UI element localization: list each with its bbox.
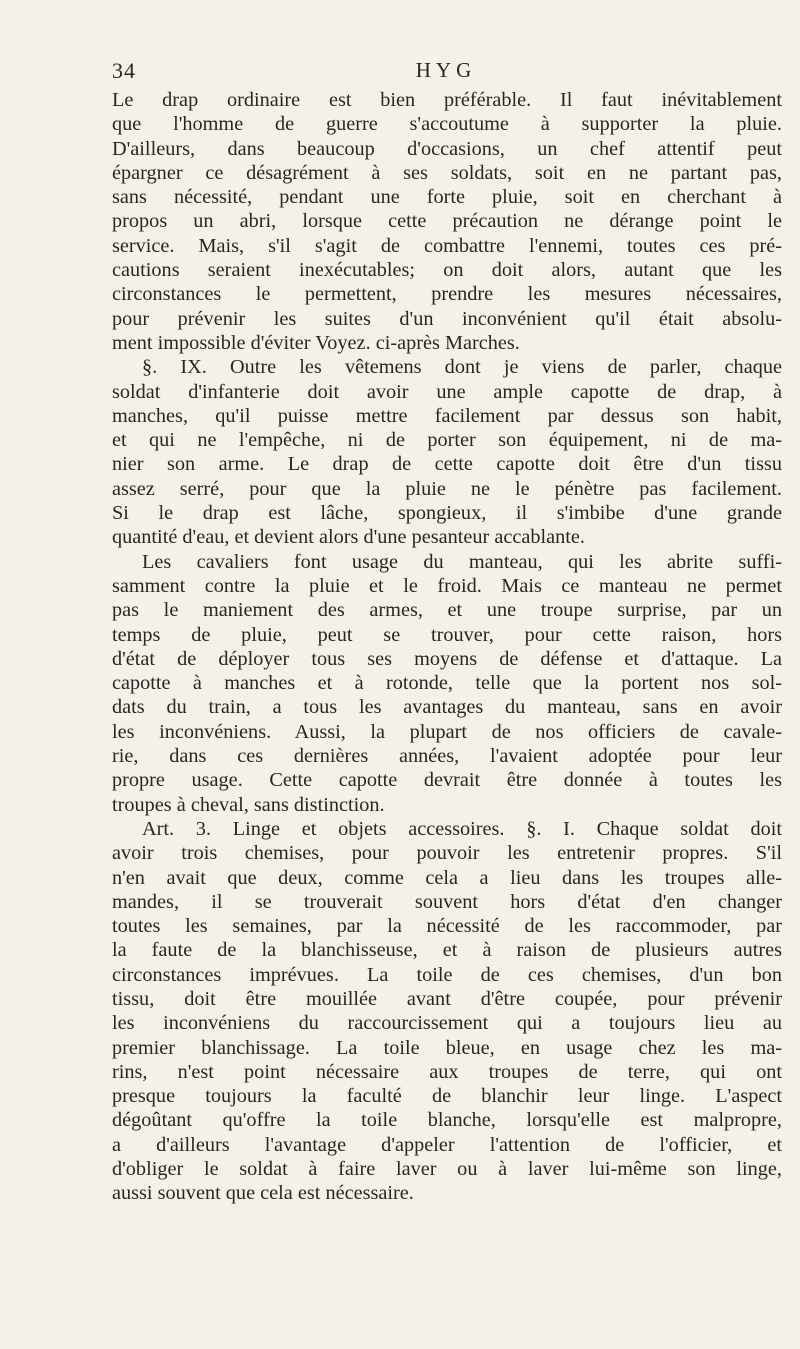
text-line	[112, 161, 782, 185]
text-line-content: Art. 3. Linge et objets accessoires. §. I. Chaque soldat doit	[142, 817, 782, 840]
text-line	[112, 234, 782, 258]
text-line-content: samment contre la pluie et le froid. Mais ce manteau ne permet	[112, 574, 782, 597]
text-line	[112, 914, 782, 938]
text-line-content: propos un abri, lorsque cette précaution ne dérange point le	[112, 210, 782, 233]
text-line	[112, 695, 782, 719]
text-line-content: rins, n'est point nécessaire aux troupes de terre, qui ont	[112, 1060, 782, 1083]
text-line-content: circonstances le permettent, prendre les mesures nécessaires,	[112, 283, 782, 306]
text-line	[112, 987, 782, 1011]
text-line-content: et qui ne l'empêche, ni de porter son équipement, ni de ma-	[112, 429, 782, 452]
text-line-content: troupes à cheval, sans distinction.	[112, 793, 385, 816]
text-line-content: soldat d'infanterie doit avoir une ample capotte de drap, à	[112, 380, 782, 403]
text-line-content: §. IX. Outre les vêtemens dont je viens de parler, chaque	[142, 356, 782, 379]
text-line	[112, 963, 782, 987]
text-line	[112, 550, 782, 574]
text-line	[112, 1036, 782, 1060]
text-line	[112, 380, 782, 404]
text-line-content: premier blanchissage. La toile bleue, en usage chez les ma-	[112, 1036, 782, 1059]
text-line-content: mandes, il se trouverait souvent hors d'état d'en changer	[112, 890, 782, 913]
text-line	[112, 525, 782, 549]
text-line	[112, 477, 782, 501]
text-line	[112, 866, 782, 890]
text-line	[112, 1181, 782, 1205]
text-line-content: les inconvéniens. Aussi, la plupart de nos officiers de cavale-	[112, 720, 782, 743]
text-line-content: a d'ailleurs l'avantage d'appeler l'attention de l'officier, et	[112, 1133, 782, 1156]
text-line	[112, 1060, 782, 1084]
text-line	[112, 331, 782, 355]
text-line-content: rie, dans ces dernières années, l'avaient adoptée pour leur	[112, 745, 782, 768]
text-line-content: avoir trois chemises, pour pouvoir les entretenir propres. S'il	[112, 842, 782, 865]
text-line-content: aussi souvent que cela est nécessaire.	[112, 1182, 414, 1205]
text-line-content: les inconvéniens du raccourcissement qui a toujours lieu au	[112, 1012, 782, 1035]
body-text	[112, 88, 782, 1206]
text-line	[112, 841, 782, 865]
text-line	[112, 501, 782, 525]
text-line-content: pas le maniement des armes, et une troupe surprise, par un	[112, 599, 782, 622]
page-number: 34	[112, 58, 136, 83]
text-line	[112, 355, 782, 379]
text-line-content: pour prévenir les suites d'un inconvénient qu'il était absolu-	[112, 307, 782, 330]
text-line	[112, 1157, 782, 1181]
text-line	[112, 793, 782, 817]
text-line-content: cautions seraient inexécutables; on doit alors, autant que les	[112, 259, 782, 282]
text-line	[112, 307, 782, 331]
text-line-content: tissu, doit être mouillée avant d'être coupée, pour prévenir	[112, 987, 782, 1010]
text-line-content: sans nécessité, pendant une forte pluie, soit en cherchant à	[112, 186, 782, 209]
text-line-content: capotte à manches et à rotonde, telle que la portent nos sol-	[112, 672, 782, 695]
text-line-content: manches, qu'il puisse mettre facilement par dessus son habit,	[112, 404, 782, 427]
text-line	[112, 817, 782, 841]
text-line	[112, 185, 782, 209]
text-line	[112, 88, 782, 112]
text-line	[112, 452, 782, 476]
running-title: HYG	[415, 58, 477, 82]
text-line-content: temps de pluie, peut se trouver, pour cette raison, hors	[112, 623, 782, 646]
text-line	[112, 1133, 782, 1157]
text-line	[112, 720, 782, 744]
text-line-content: Le drap ordinaire est bien préférable. Il faut inévitablement	[112, 89, 782, 111]
text-line	[112, 1011, 782, 1035]
text-line	[112, 647, 782, 671]
text-line	[112, 137, 782, 161]
text-line	[112, 1108, 782, 1132]
text-line-content: circonstances imprévues. La toile de ces chemises, d'un bon	[112, 963, 782, 986]
text-line	[112, 258, 782, 282]
text-line-content: n'en avait que deux, comme cela a lieu dans les troupes alle-	[112, 866, 782, 889]
text-line	[112, 1084, 782, 1108]
text-line-content: ment impossible d'éviter Voyez. ci-après Marches.	[112, 331, 520, 354]
text-line-content: D'ailleurs, dans beaucoup d'occasions, un chef attentif peut	[112, 137, 782, 160]
text-line	[112, 671, 782, 695]
text-line-content: d'obliger le soldat à faire laver ou à laver lui-même son linge,	[112, 1158, 782, 1181]
text-line	[112, 890, 782, 914]
text-line	[112, 623, 782, 647]
text-line	[112, 744, 782, 768]
text-line-content: toutes les semaines, par la nécessité de les raccommoder, par	[112, 915, 782, 938]
text-line-content: épargner ce désagrément à ses soldats, soit en ne partant pas,	[112, 161, 782, 184]
text-line-content: Si le drap est lâche, spongieux, il s'imbibe d'une grande	[112, 502, 782, 525]
page-header	[112, 58, 780, 88]
text-line-content: service. Mais, s'il s'agit de combattre l'ennemi, toutes ces pré-	[112, 234, 782, 257]
text-line-content: nier son arme. Le drap de cette capotte doit être d'un tissu	[112, 453, 782, 476]
text-line-content: quantité d'eau, et devient alors d'une pesanteur accablante.	[112, 526, 586, 549]
text-line	[112, 598, 782, 622]
text-line-content: presque toujours la faculté de blanchir leur linge. L'aspect	[112, 1085, 782, 1108]
text-line	[112, 768, 782, 792]
text-line-content: que l'homme de guerre s'accoutume à supporter la pluie.	[112, 113, 782, 136]
text-line	[112, 404, 782, 428]
text-line-content: dats du train, a tous les avantages du manteau, sans en avoir	[112, 696, 782, 719]
text-line-content: dégoûtant qu'offre la toile blanche, lorsqu'elle est malpropre,	[112, 1109, 782, 1132]
text-line	[112, 112, 782, 136]
text-line-content: assez serré, pour que la pluie ne le pénètre pas facilement.	[112, 477, 782, 500]
text-line-content: d'état de déployer tous ses moyens de défense et d'attaque. La	[112, 647, 782, 670]
text-line	[112, 428, 782, 452]
text-line-content: propre usage. Cette capotte devrait être donnée à toutes les	[112, 769, 782, 792]
text-line-content: Les cavaliers font usage du manteau, qui les abrite suffi-	[142, 550, 782, 573]
text-line	[112, 938, 782, 962]
text-line-content: la faute de la blanchisseuse, et à raison de plusieurs autres	[112, 939, 782, 962]
text-line	[112, 209, 782, 233]
text-line	[112, 282, 782, 306]
text-line	[112, 574, 782, 598]
